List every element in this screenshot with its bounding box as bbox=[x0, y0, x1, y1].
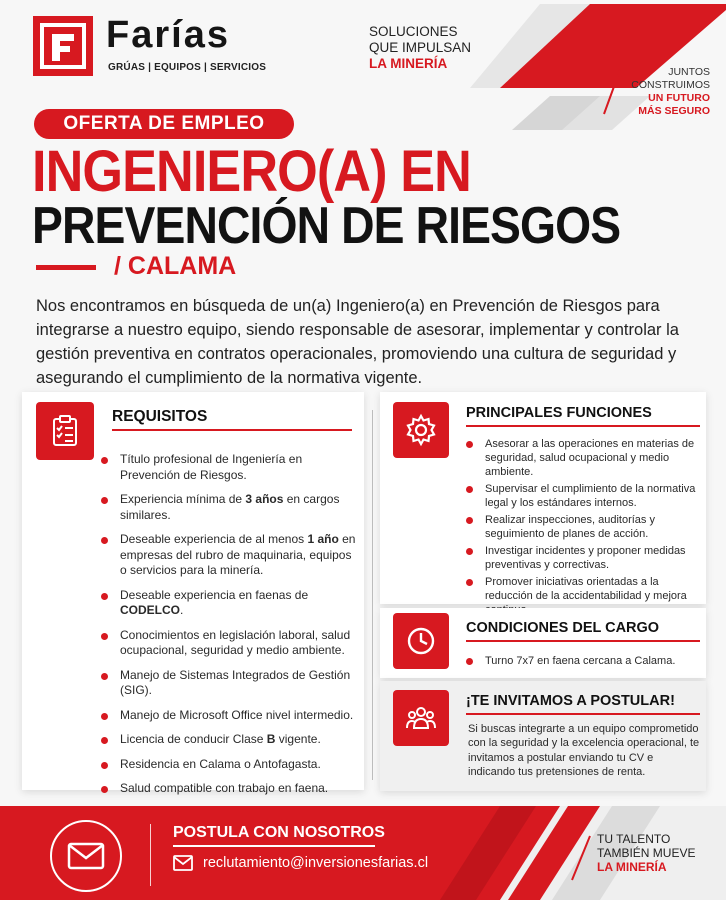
title-underline bbox=[466, 713, 700, 715]
requirement-text: Deseable experiencia de al menos bbox=[120, 532, 308, 546]
envelope-icon bbox=[50, 820, 122, 892]
requirement-item bbox=[100, 588, 358, 619]
conditions-title: CONDICIONES DEL CARGO bbox=[466, 620, 660, 636]
apply-heading: POSTULA CON NOSOTROS bbox=[173, 824, 385, 841]
mail-small-icon bbox=[173, 855, 193, 871]
job-location: / CALAMA bbox=[114, 252, 237, 280]
requirement-emphasis: 3 años bbox=[245, 492, 284, 506]
requirement-text: en empresas del rubro de maquinaria, equipos o servicios para la minería. bbox=[120, 532, 356, 577]
slogan-line: JUNTOS bbox=[668, 66, 710, 78]
requirement-text: vigente. bbox=[275, 732, 321, 746]
requirement-text: Residencia en Calama o Antofagasta. bbox=[120, 756, 321, 771]
requirement-item bbox=[100, 781, 358, 797]
email-contact[interactable] bbox=[173, 855, 428, 871]
function-item: Investigar incidentes y proponer medidas preventivas y correctivas. bbox=[465, 544, 705, 572]
job-title-line1: INGENIERO(A) EN bbox=[32, 139, 471, 204]
requirement-item bbox=[100, 532, 358, 579]
function-item: Realizar inspecciones, auditorías y seguimiento de planes de acción. bbox=[465, 513, 705, 541]
invite-title: ¡TE INVITAMOS A POSTULAR! bbox=[466, 693, 675, 709]
slogan-highlight: UN FUTURO bbox=[648, 92, 710, 104]
requirement-text: . bbox=[180, 603, 184, 617]
tagline-highlight: LA MINERÍA bbox=[597, 860, 667, 874]
requirement-text: Manejo de Microsoft Office nivel intermedio. bbox=[120, 707, 354, 722]
requirement-item bbox=[100, 628, 358, 659]
brand-name: Farías bbox=[106, 14, 230, 56]
slogan-highlight: LA MINERÍA bbox=[369, 56, 448, 71]
invite-text: Si buscas integrarte a un equipo comprometido con la seguridad y la excelencia operacional, te invitamos a postular enviando tu CV e indicando tus pretensiones de renta. bbox=[468, 723, 700, 778]
requirement-text: Título profesional de Ingeniería en Prevención de Riesgos. bbox=[120, 452, 303, 482]
column-divider bbox=[372, 410, 373, 780]
clock-icon bbox=[393, 613, 449, 669]
apply-underline bbox=[173, 845, 375, 847]
requirement-text: Experiencia mínima de bbox=[120, 492, 246, 506]
slogan-line: QUE IMPULSAN bbox=[369, 40, 472, 55]
requirement-emphasis: 1 año bbox=[307, 532, 339, 546]
requirement-item bbox=[100, 452, 358, 483]
footer-divider bbox=[150, 824, 151, 886]
job-title-line2: PREVENCIÓN DE RIESGOS bbox=[32, 197, 621, 255]
requirement-item bbox=[100, 668, 358, 699]
requirement-text: Conocimientos en legislación laboral, salud ocupacional, seguridad y medio ambiente. bbox=[120, 627, 351, 657]
requirement-item bbox=[100, 708, 358, 724]
title-underline bbox=[112, 429, 352, 431]
brand-tagline: GRÚAS | EQUIPOS | SERVICIOS bbox=[108, 62, 267, 73]
function-item: Supervisar el cumplimiento de la normativa legal y los estándares internos. bbox=[465, 482, 705, 510]
title-underline bbox=[466, 640, 700, 642]
requirement-text: en cargos similares. bbox=[120, 492, 340, 522]
functions-title: PRINCIPALES FUNCIONES bbox=[466, 405, 652, 421]
slogan-highlight: MÁS SEGURO bbox=[638, 105, 710, 117]
function-item: Asesorar a las operaciones en materias de seguridad, salud ocupacional y medio ambiente. bbox=[465, 437, 705, 479]
location-divider bbox=[36, 265, 96, 270]
gear-icon bbox=[393, 402, 449, 458]
intro-paragraph: Nos encontramos en búsqueda de un(a) Ingeniero(a) en Prevención de Riesgos para integrarse a nuestro equipo, siendo responsable de asesorar, implementar y controlar la gestión preventiva en contratos operacionales, promoviendo una cultura de seguridad y asegurando el cumplimiento de la normativa vigente. bbox=[36, 297, 679, 387]
email-address[interactable]: reclutamiento@inversionesfarias.cl bbox=[203, 855, 429, 871]
function-item: Promover iniciativas orientadas a la reducción de la accidentabilidad y mejora bbox=[465, 575, 705, 617]
conditions-list bbox=[465, 654, 705, 668]
right-slogan bbox=[631, 66, 710, 118]
slogan-line: SOLUCIONES bbox=[369, 24, 458, 39]
title-underline bbox=[466, 425, 700, 427]
requirement-text: Salud compatible con trabajo en faena. bbox=[120, 781, 329, 795]
requirements-title: REQUISITOS bbox=[112, 408, 208, 425]
requirement-item bbox=[100, 757, 358, 773]
top-slogan bbox=[369, 24, 471, 72]
requirement-item bbox=[100, 732, 358, 748]
requirement-text: Manejo de Sistemas Integrados de Gestión (SIG). bbox=[120, 667, 351, 697]
farias-logo-icon bbox=[33, 16, 93, 76]
functions-list bbox=[465, 437, 705, 620]
requirement-emphasis: B bbox=[266, 732, 276, 746]
people-group-icon bbox=[393, 690, 449, 746]
tagline-line: TAMBIÉN MUEVE bbox=[597, 846, 696, 860]
clipboard-checklist-icon bbox=[36, 402, 94, 460]
requirements-list bbox=[100, 452, 358, 806]
footer-tagline bbox=[597, 832, 695, 874]
requirement-text: Deseable experiencia en faenas de bbox=[120, 587, 309, 602]
requirement-emphasis: CODELCO bbox=[120, 603, 180, 617]
requirement-text: Licencia de conducir Clase bbox=[120, 732, 267, 746]
tagline-line: TU TALENTO bbox=[597, 832, 671, 846]
requirement-item bbox=[100, 492, 358, 523]
offer-label: OFERTA DE EMPLEO bbox=[34, 109, 294, 139]
condition-item: Turno 7x7 en faena cercana a Calama. bbox=[465, 654, 705, 668]
slogan-line: CONSTRUIMOS bbox=[631, 79, 710, 91]
